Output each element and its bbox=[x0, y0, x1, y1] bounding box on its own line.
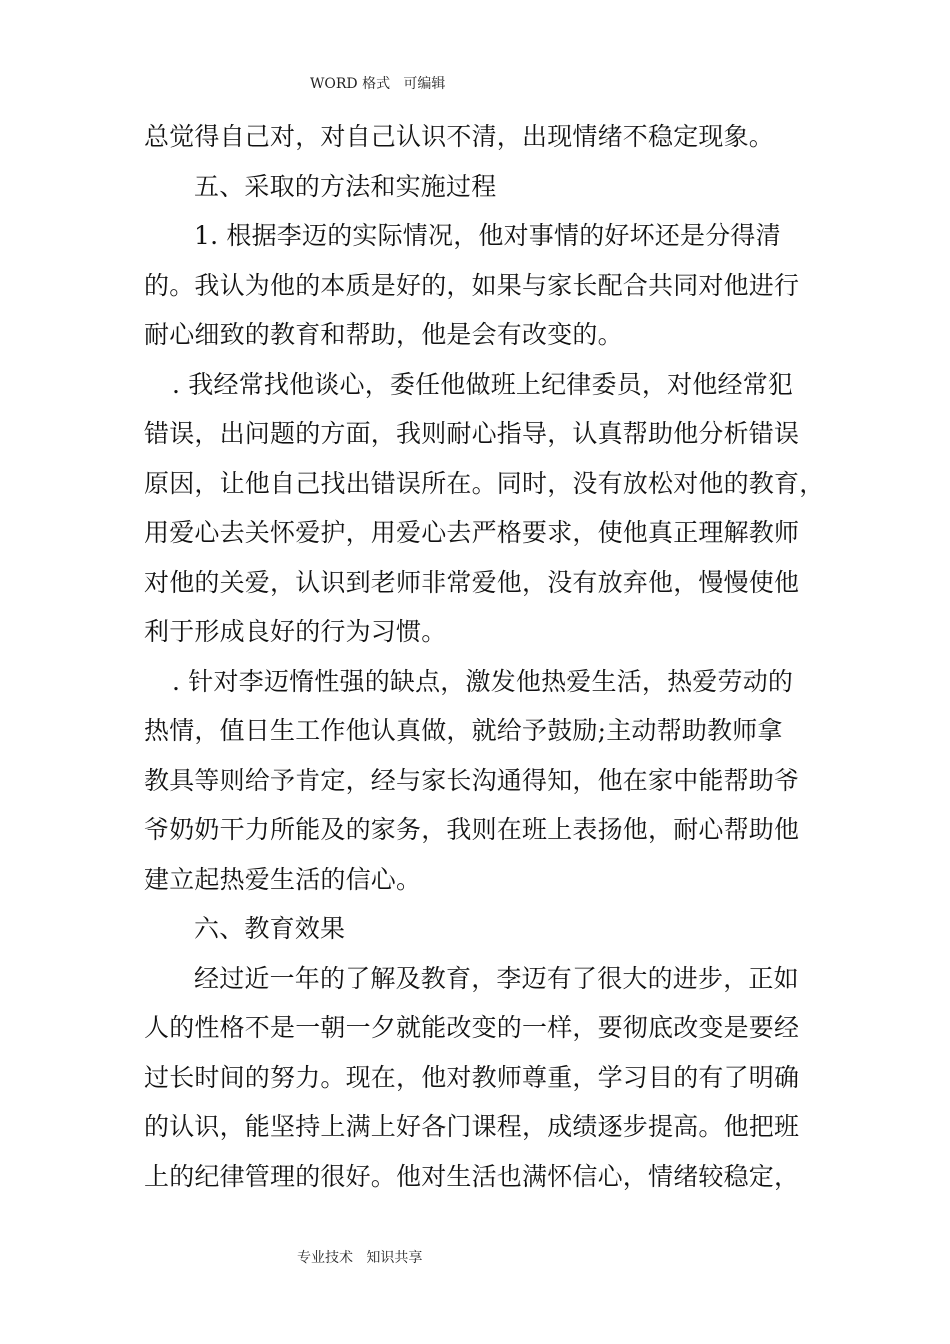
paragraph-line: 总觉得自己对，对自己认识不清，出现情绪不稳定现象。 bbox=[144, 122, 775, 151]
paragraph-line: 建立起热爱生活的信心。 bbox=[144, 864, 422, 894]
paragraph-line: 错误，出问题的方面，我则耐心指导，认真帮助他分析错误 bbox=[144, 419, 800, 448]
paragraph-line: 用爱心去关怀爱护，用爱心去严格要求，使他真正理解教师 bbox=[144, 518, 800, 547]
paragraph-line: 过长时间的努力。现在，他对教师尊重，学习目的有了明确 bbox=[144, 1062, 800, 1092]
paragraph-line: 原因，让他自己找出错误所在。同时，没有放松对他的教育， bbox=[144, 468, 825, 498]
paragraph-line: . 我经常找他谈心，委任他做班上纪律委员，对他经常犯 bbox=[172, 369, 794, 399]
paragraph-line: 的认识，能坚持上满上好各门课程，成绩逐步提高。他把班 bbox=[144, 1112, 800, 1141]
body-text bbox=[144, 112, 844, 1201]
paragraph-line: 教具等则给予肯定，经与家长沟通得知，他在家中能帮助爷 bbox=[144, 765, 800, 795]
paragraph-line: 对他的关爱，认识到老师非常爱他，没有放弃他，慢慢使他 bbox=[144, 567, 800, 597]
page-header: WORD 格式 可编辑 bbox=[310, 76, 446, 92]
page-footer: 专业技术 知识共享 bbox=[297, 1250, 423, 1266]
section-heading: 六、教育效果 bbox=[194, 914, 346, 943]
paragraph-line: 耐心细致的教育和帮助，他是会有改变的。 bbox=[144, 320, 623, 349]
paragraph-line: 经过近一年的了解及教育，李迈有了很大的进步，正如 bbox=[194, 963, 799, 993]
paragraph-line: 人的性格不是一朝一夕就能改变的一样，要彻底改变是要经 bbox=[144, 1013, 800, 1042]
paragraph-line: . 针对李迈惰性强的缺点，激发他热爱生活，热爱劳动的 bbox=[172, 666, 794, 696]
paragraph-line: 利于形成良好的行为习惯。 bbox=[144, 617, 447, 646]
paragraph-line: 1. 根据李迈的实际情况，他对事情的好坏还是分得清 bbox=[194, 221, 781, 250]
paragraph-line: 热情，值日生工作他认真做，就给予鼓励;主动帮助教师拿 bbox=[144, 716, 783, 745]
paragraph-line: 爷奶奶干力所能及的家务，我则在班上表扬他，耐心帮助他 bbox=[144, 815, 800, 844]
section-heading: 五、采取的方法和实施过程 bbox=[194, 171, 497, 201]
paragraph-line: 的。我认为他的本质是好的，如果与家长配合共同对他进行 bbox=[144, 270, 800, 300]
paragraph-line: 上的纪律管理的很好。他对生活也满怀信心，情绪较稳定， bbox=[144, 1161, 800, 1191]
